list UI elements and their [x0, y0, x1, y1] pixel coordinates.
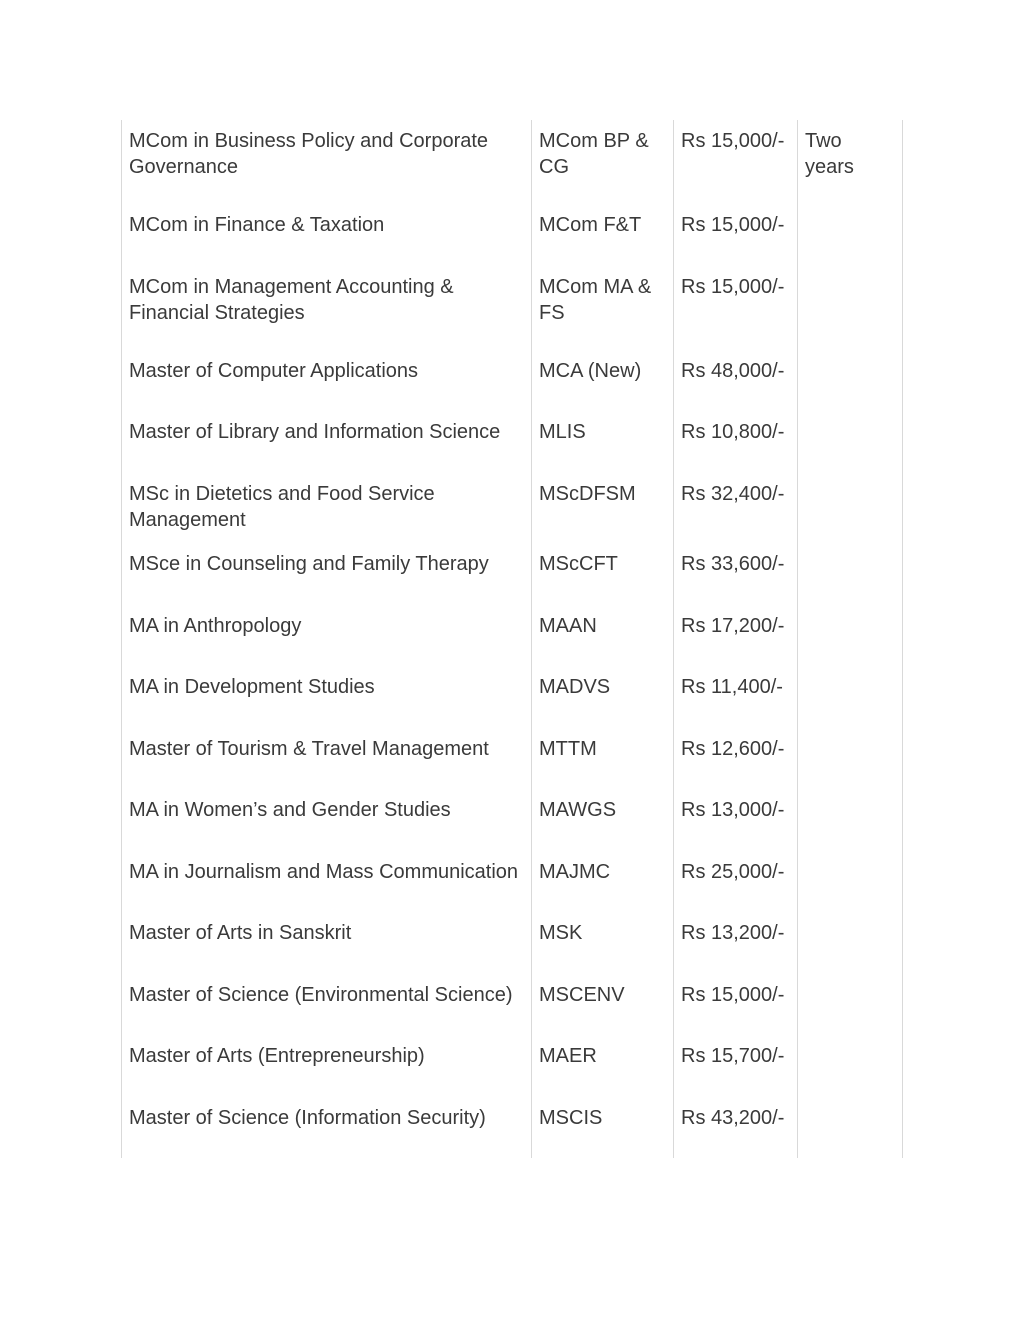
programme-fee: Rs 25,000/- [681, 861, 785, 883]
column-divider [797, 120, 798, 1158]
programme-fee: Rs 48,000/- [681, 360, 785, 382]
column-divider [121, 120, 122, 1158]
programme-name: MA in Anthropology [129, 615, 302, 637]
programme-code: MADVS [539, 676, 611, 698]
programme-name: Master of Computer Applications [129, 360, 419, 382]
programme-code: MAJMC [539, 861, 611, 883]
programme-code: MSCIS [539, 1107, 603, 1129]
programme-fee: Rs 13,200/- [681, 922, 785, 944]
programme-duration: Two years [805, 130, 854, 178]
programme-fee: Rs 13,000/- [681, 799, 785, 821]
column-divider [902, 120, 903, 1158]
column-divider [531, 120, 532, 1158]
programme-fee: Rs 10,800/- [681, 421, 785, 443]
programme-code: MAAN [539, 615, 597, 637]
programme-code: MCom MA & FS [539, 276, 652, 324]
programme-fee: Rs 15,000/- [681, 130, 785, 152]
programme-name: MSc in Dietetics and Food Service Management [129, 483, 435, 531]
programme-code: MTTM [539, 738, 597, 760]
programme-name: MSce in Counseling and Family Therapy [129, 553, 489, 575]
programme-fee: Rs 11,400/- [681, 676, 783, 698]
programme-fee: Rs 32,400/- [681, 483, 785, 505]
programme-code: MSCENV [539, 984, 625, 1006]
programme-code: MCA (New) [539, 360, 642, 382]
programme-code: MSK [539, 922, 583, 944]
programme-fee: Rs 15,700/- [681, 1045, 785, 1067]
programme-name: MA in Women’s and Gender Studies [129, 799, 451, 821]
programme-name: MCom in Management Accounting & Financial Strategies [129, 276, 454, 324]
programme-code: MLIS [539, 421, 586, 443]
programme-name: Master of Tourism & Travel Management [129, 738, 489, 760]
programme-name: Master of Arts in Sanskrit [129, 922, 352, 944]
programme-fee: Rs 15,000/- [681, 214, 785, 236]
column-divider [673, 120, 674, 1158]
programme-name: MCom in Finance & Taxation [129, 214, 385, 236]
programme-code: MCom F&T [539, 214, 642, 236]
programme-fee: Rs 17,200/- [681, 615, 785, 637]
programme-name: Master of Library and Information Science [129, 421, 501, 443]
programme-name: Master of Science (Environmental Science) [129, 984, 513, 1006]
programme-fee-table [121, 120, 903, 1158]
programme-code: MAWGS [539, 799, 617, 821]
programme-fee: Rs 43,200/- [681, 1107, 785, 1129]
programme-code: MCom BP & CG [539, 130, 649, 178]
programme-name: Master of Science (Information Security) [129, 1107, 486, 1129]
programme-name: MA in Development Studies [129, 676, 375, 698]
programme-code: MScDFSM [539, 483, 636, 505]
programme-fee: Rs 12,600/- [681, 738, 785, 760]
programme-name: Master of Arts (Entrepreneurship) [129, 1045, 425, 1067]
programme-name: MA in Journalism and Mass Communication [129, 861, 519, 883]
programme-fee: Rs 15,000/- [681, 984, 785, 1006]
programme-fee: Rs 15,000/- [681, 276, 785, 298]
programme-code: MScCFT [539, 553, 618, 575]
programme-fee: Rs 33,600/- [681, 553, 785, 575]
programme-name: MCom in Business Policy and Corporate Governance [129, 130, 489, 178]
programme-code: MAER [539, 1045, 597, 1067]
